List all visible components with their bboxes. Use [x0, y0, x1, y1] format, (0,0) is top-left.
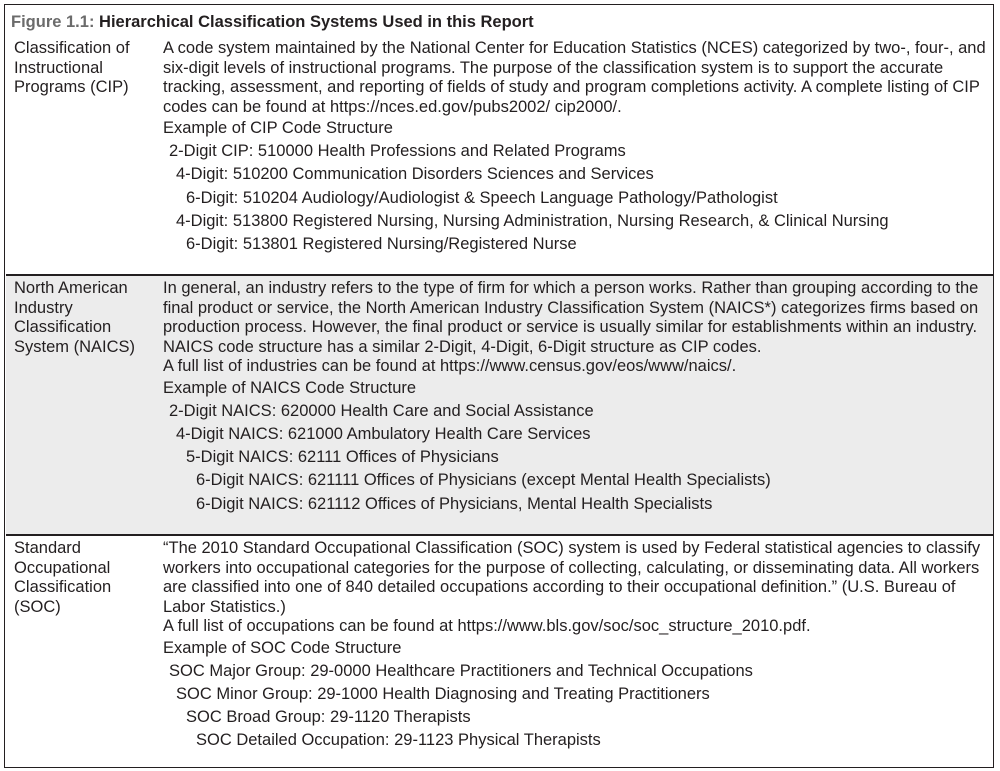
cip-row [6, 39, 993, 276]
figure-label: Figure 1.1: [11, 13, 95, 31]
cip-example-line: 2-Digit CIP: 510000 Health Professions and Related Programs [169, 142, 626, 160]
naics-example-line: 4-Digit NAICS: 621000 Ambulatory Health Care Services [176, 424, 591, 443]
naics-example-title: Example of NAICS Code Structure [163, 378, 417, 397]
naics-example-line: 5-Digit NAICS: 62111 Offices of Physicians [186, 448, 499, 467]
naics-label: North American Industry Classification System (NAICS) [14, 279, 136, 356]
soc-example-line: SOC Broad Group: 29-1120 Therapists [186, 708, 471, 727]
cip-label: Classification of Instructional Programs (CIP) [14, 39, 130, 96]
cip-description [163, 39, 989, 256]
soc-label: Standard Occupational Classification (SOC) [14, 539, 112, 616]
naics-paragraph: A full list of industries can be found at https://www.census.gov/eos/www/naics/. [163, 357, 737, 375]
naics-example-line: 2-Digit NAICS: 620000 Health Care and Social Assistance [169, 401, 594, 420]
cip-paragraph: A code system maintained by the National Center for Education Statistics (NCES) categorized by two-, four-, and six-digit levels of instructional programs. The purpose of the classification system is to support the accurate tracking, assessment, and reporting of fields of study and program completions activity. A complete listing of CIP codes can be found at https://nces.ed.gov/pubs2002/ cip2000/. [163, 39, 986, 116]
cip-example-title: Example of CIP Code Structure [163, 119, 393, 137]
soc-example-title: Example of SOC Code Structure [163, 638, 402, 657]
naics-paragraph: In general, an industry refers to the type of firm for which a person works. Rather than grouping according to the final product or service, the North American Industry Classification System (NAICS*) categorizes firms based on production process. However, the final product or service is usually similar for establishments within an industry. NAICS code structure has a similar 2-Digit, 4-Digit, 6-Digit structure as CIP codes. [163, 279, 979, 356]
naics-example-line: 6-Digit NAICS: 621112 Offices of Physicians, Mental Health Specialists [196, 494, 713, 513]
soc-row [6, 536, 993, 764]
cip-example-line: 4-Digit: 510200 Communication Disorders Sciences and Services [176, 165, 654, 184]
soc-example-line: SOC Major Group: 29-0000 Healthcare Practitioners and Technical Occupations [169, 661, 753, 680]
cip-example-line: 4-Digit: 513800 Registered Nursing, Nursing Administration, Nursing Research, & Clinical Nursing [176, 211, 889, 230]
naics-description [163, 279, 989, 516]
figure-title [11, 12, 534, 32]
soc-paragraph: “The 2010 Standard Occupational Classification (SOC) system is used by Federal statistical agencies to classify workers into occupational categories for the purpose of collecting, calculating, or disseminating data. All workers are classified into one of 840 detailed occupations according to their occupational definition.” (U.S. Bureau of Labor Statistics.) [163, 539, 981, 616]
naics-row [6, 276, 993, 534]
soc-example-line: SOC Minor Group: 29-1000 Health Diagnosing and Treating Practitioners [176, 684, 710, 703]
cip-example-line: 6-Digit: 510204 Audiology/Audiologist & Speech Language Pathology/Pathologist [186, 188, 778, 207]
soc-example-line: SOC Detailed Occupation: 29-1123 Physical Therapists [196, 731, 601, 750]
soc-description [163, 539, 989, 753]
naics-example-line: 6-Digit NAICS: 621111 Offices of Physicians (except Mental Health Specialists) [196, 471, 771, 490]
soc-paragraph: A full list of occupations can be found at https://www.bls.gov/soc/soc_structure_2010.pdf. [163, 617, 811, 635]
cip-example-line: 6-Digit: 513801 Registered Nursing/Registered Nurse [186, 235, 577, 254]
figure-title-text: Hierarchical Classification Systems Used in this Report [99, 13, 534, 31]
